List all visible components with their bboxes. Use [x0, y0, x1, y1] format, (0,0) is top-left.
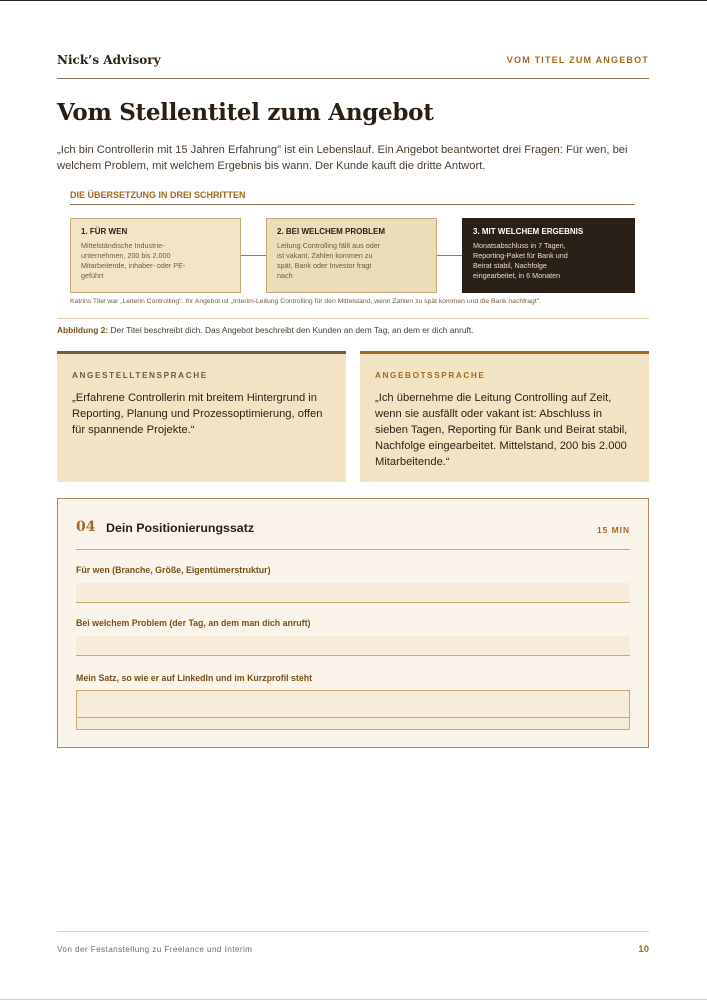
- brand-name: Nick’s Advisory: [57, 53, 161, 67]
- exercise-duration: 15 MIN: [597, 525, 630, 535]
- page-footer: [57, 931, 649, 961]
- intro-paragraph: „Ich bin Controllerin mit 15 Jahren Erfahrung" ist ein Lebenslauf. Ein Angebot beantwortet drei Fragen: Für wen, bei welchem Problem, mit welchem Ergebnis bis wann. Der Kunde kauft die dritte Antwort.: [57, 144, 628, 172]
- footer-book-title: Von der Festanstellung zu Freelance und Interim: [57, 945, 253, 954]
- card-quote: „Ich übernehme die Leitung Controlling auf Zeit, wenn sie ausfällt oder vakant ist: Abschluss in sieben Tagen, Reporting für Bank und Beirat stabil, Nachfolge eingearbeitet. Mittelstand, 200 bis 2.000 Mitarbeitende.“: [375, 392, 628, 468]
- answer-field-1[interactable]: [76, 583, 630, 603]
- figure-three-steps: [57, 180, 649, 319]
- answer-field-2[interactable]: [76, 636, 630, 656]
- step-card-3: [462, 218, 635, 293]
- step-title: 1. FÜR WEN: [81, 227, 128, 236]
- figure-caption: Katrins Titel war „Leiterin Controlling". Ihr Angebot ist „Interim-Leitung Controlling für den Mittelstand, wenn Zahlen zu spät kommen und die Bank nachfragt".: [70, 298, 542, 305]
- step-title: 2. BEI WELCHEM PROBLEM: [277, 227, 386, 236]
- question-label-2: Bei welchem Problem (der Tag, an dem man dich anruft): [76, 618, 311, 628]
- exercise-title: Dein Positionierungssatz: [106, 521, 255, 535]
- step-text: Mittelständische Industrie-unternehmen, 200 bis 2.000 Mitarbeitende, inhaber- oder PE-geführt: [81, 241, 186, 280]
- question-label-3: Mein Satz, so wie er auf LinkedIn und im Kurzprofil steht: [76, 673, 313, 683]
- exercise-box: [57, 498, 649, 748]
- step-title: 3. MIT WELCHEM ERGEBNIS: [473, 227, 584, 236]
- step-card-2: [266, 218, 437, 293]
- figure-label-number: Abbildung 2:: [57, 325, 109, 335]
- figure-label: [57, 325, 473, 335]
- card-quote: „Erfahrene Controllerin mit breitem Hintergrund in Reporting, Planung und Prozessoptimierung, offen für spannende Projekte.“: [72, 392, 323, 436]
- page-edge: [0, 999, 707, 1000]
- figure-label-text: Der Titel beschreibt dich. Das Angebot beschreibt den Kunden an dem Tag, an dem er dich anruft.: [108, 325, 474, 335]
- page-title: Vom Stellentitel zum Angebot: [57, 99, 434, 126]
- writing-line: [77, 717, 629, 718]
- exercise-number: 04: [76, 519, 96, 535]
- step-card-1: [70, 218, 241, 293]
- exercise-header: [76, 519, 630, 550]
- step-text: Leitung Controlling fällt aus oder ist vakant, Zahlen kommen zu spät, Bank oder Investor fragt nach: [277, 241, 381, 280]
- step-text: Monatsabschluss in 7 Tagen, Reporting-Paket für Bank und Beirat stabil, Nachfolge eingearbeitet, in 6 Monaten: [473, 241, 568, 280]
- employee-language-card: [57, 351, 346, 482]
- page-header: [57, 52, 649, 79]
- step-connector: [437, 255, 462, 256]
- figure-heading: DIE ÜBERSETZUNG IN DREI SCHRITTEN: [70, 190, 635, 205]
- card-label: ANGESTELLTENSPRACHE: [72, 371, 208, 380]
- card-label: ANGEBOTSSPRACHE: [375, 371, 486, 380]
- section-label: VOM TITEL ZUM ANGEBOT: [506, 55, 649, 65]
- page-number: 10: [638, 944, 649, 955]
- step-connector: [241, 255, 266, 256]
- answer-area-3[interactable]: [76, 690, 630, 730]
- question-label-1: Für wen (Branche, Größe, Eigentümerstruktur): [76, 565, 271, 575]
- offer-language-card: [360, 351, 649, 482]
